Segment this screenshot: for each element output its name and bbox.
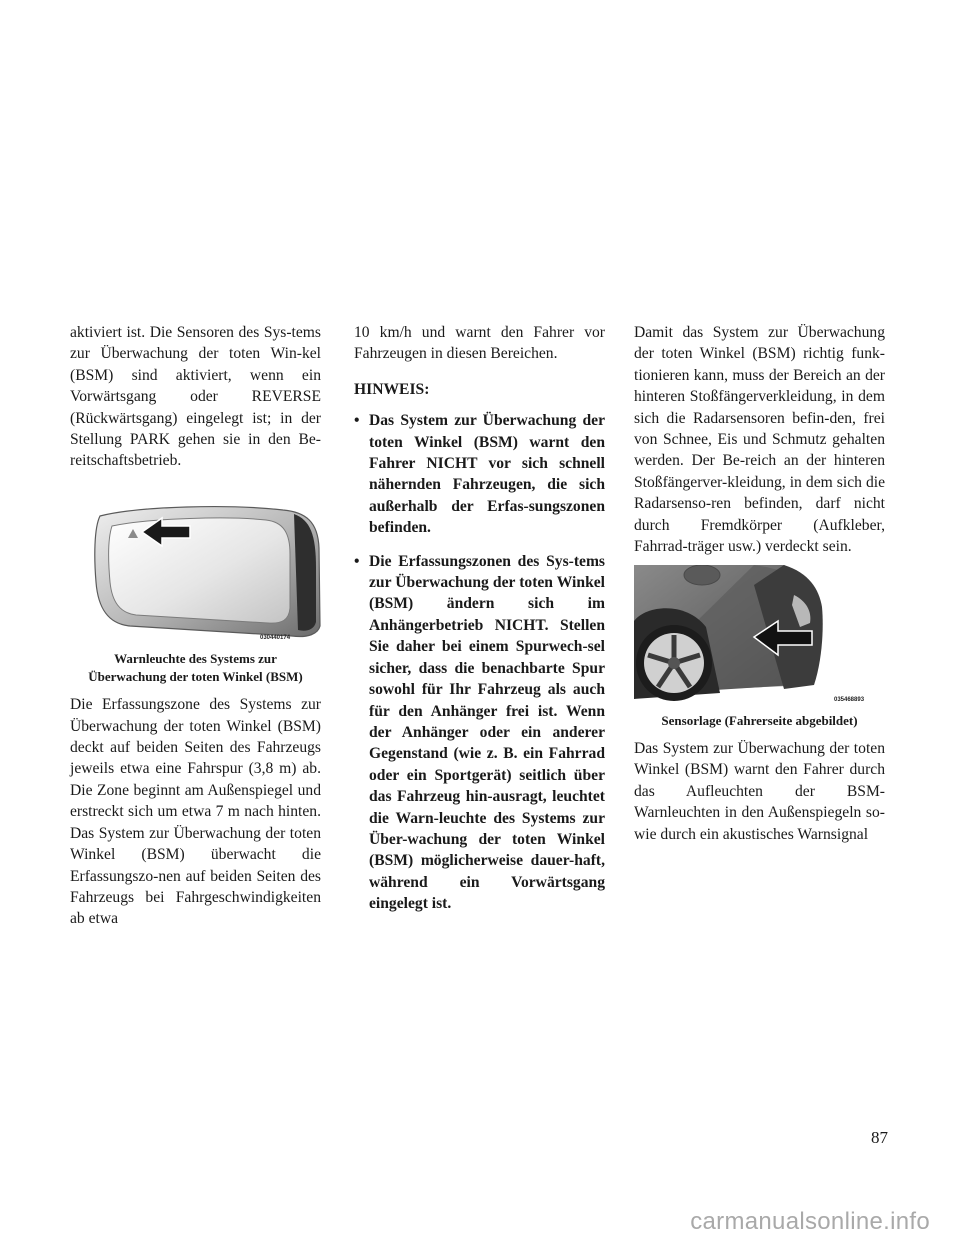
mirror-warning-light-image: [70, 498, 321, 646]
column-3: [634, 322, 885, 845]
body-paragraph: Das System zur Überwachung der toten Winkel (BSM) warnt den Fahrer durch das Aufleuchten der BSM-Warnleuchten in den Außenspiegeln so-wie durch ein akustisches Warnsignal: [634, 739, 885, 843]
note-item: [354, 410, 605, 538]
figure-code: 035468893: [834, 697, 865, 704]
note-text: Die Erfassungszonen des Sys-tems zur Überwachung der toten Winkel (BSM) ändern sich im Anhängerbetrieb NICHT. Stellen Sie daher bei einem Spurwech-sel sicher, dass die benachbarte Spur sowohl für Ihr Fahrzeug als auch für den Anhänger frei ist. Wenn der Anhänger oder ein anderer Gegenstand (wie z. B. ein Fahrrad oder ein Sportgerät) seitlich über das Fahrzeug hin-ausragt, leuchtet die Warn-leuchte des Systems zur Über-wachung der toten Winkel (BSM) möglicherweise dauer-haft, während ein Vorwärtsgang eingelegt ist.: [369, 552, 605, 913]
bullet-icon: •: [354, 552, 360, 570]
note-text: Das System zur Überwachung der toten Winkel (BSM) warnt den Fahrer NICHT vor sich schnell nähernden Fahrzeugen, die sich außerhalb der Erfas-sungszonen befinden.: [369, 412, 605, 537]
body-paragraph: aktiviert ist. Die Sensoren des Sys-tems zur Überwachung der toten Win-kel (BSM) sind aktiviert, wenn ein Vorwärtsgang oder REVERSE (Rückwärtsgang) eingelegt ist; in der Stellung PARK gehen sie in den Be-reitschaftsbetrieb.: [70, 324, 321, 470]
sensor-figure: [634, 565, 885, 713]
note-item: [354, 551, 605, 915]
rear-sensor-location-image: [634, 565, 885, 707]
mirror-figure: [70, 498, 321, 652]
note-title: HINWEIS:: [354, 380, 430, 398]
body-paragraph: Damit das System zur Überwachung der toten Winkel (BSM) richtig funk-tionieren kann, muss der Bereich an der hinteren Stoßfängerverkleidung, in dem sich die Radarsensoren befin-den, frei von Schnee, Eis und Schmutz gehalten werden. Der Be-reich an der hinteren Stoßfängerver-kleidung, in dem sich die Radarsenso-ren befinden, darf nicht durch Fremdkörper (Aufkleber, Fahrrad-träger usw.) verdeckt sein.: [634, 324, 885, 556]
figure-caption: [70, 650, 321, 686]
figure-caption: Sensorlage (Fahrerseite abgebildet): [661, 712, 858, 728]
caption-line: Überwachung der toten Winkel (BSM): [88, 669, 303, 685]
bullet-icon: •: [354, 412, 360, 430]
body-paragraph: Die Erfassungszone des Systems zur Überwachung der toten Winkel (BSM) deckt auf beiden Seiten des Fahrzeugs jeweils etwa eine Fahrspur (3,8 m) ab. Die Zone beginnt am Außenspiegel und erstreckt sich um etwa 7 m nach hinten. Das System zur Überwachung der toten Winkel (BSM) überwacht die Erfassungszo-nen auf beiden Seiten des Fahrzeugs bei Fahrgeschwindigkeiten ab etwa: [70, 696, 321, 928]
body-paragraph: 10 km/h und warnt den Fahrer vor Fahrzeugen in diesen Bereichen.: [354, 324, 605, 363]
column-2: [354, 322, 605, 927]
note-list: [354, 410, 605, 914]
caption-line: Warnleuchte des Systems zur: [114, 651, 277, 667]
column-1: [70, 322, 321, 930]
figure-code: 030440174: [260, 634, 291, 641]
page-number: 87: [871, 1128, 888, 1147]
watermark-logo: carmanualsonline.info: [690, 1208, 930, 1235]
